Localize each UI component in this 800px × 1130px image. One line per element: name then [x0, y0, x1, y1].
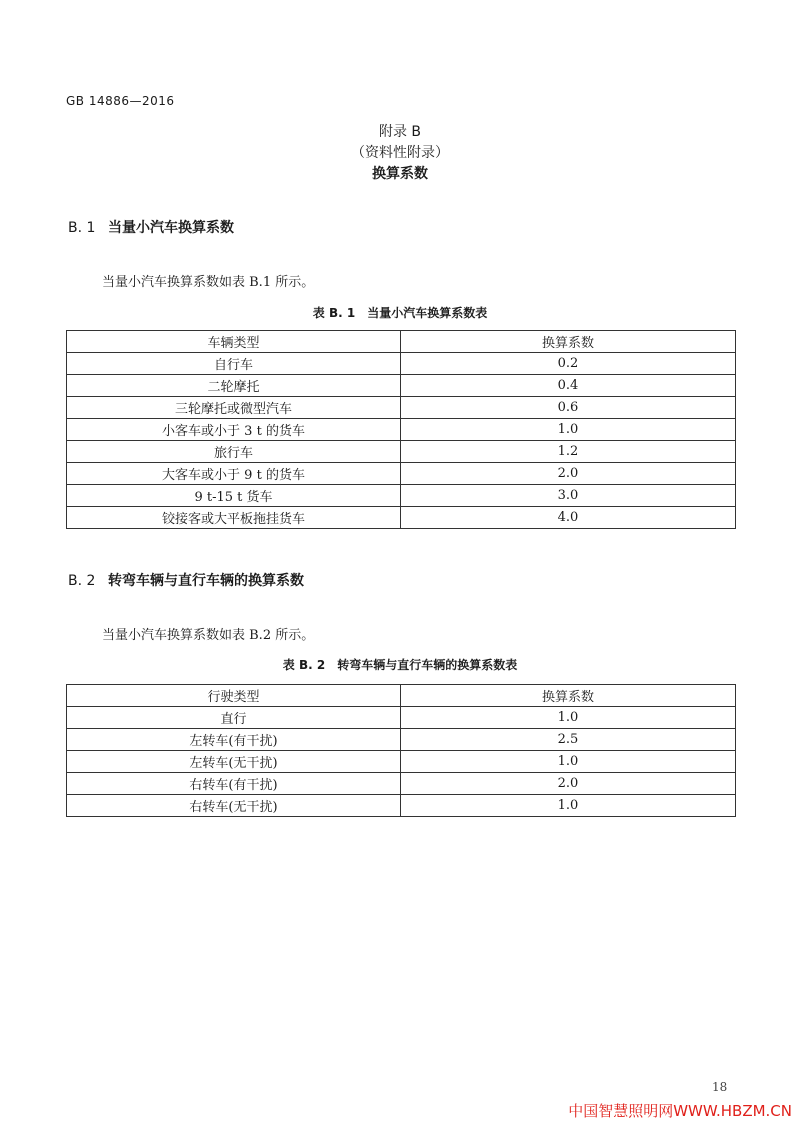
table-cell: 2.0: [401, 773, 736, 795]
page-number: 18: [712, 1080, 728, 1094]
table-cell: 1.0: [401, 419, 736, 441]
table-cell: 旅行车: [67, 441, 401, 463]
section-b2-heading: 转弯车辆与直行车辆的换算系数: [108, 573, 304, 589]
table-cell: 4.0: [401, 507, 736, 529]
table-row: [67, 463, 736, 485]
table-row: [67, 751, 736, 773]
table-header-cell: 行驶类型: [67, 685, 401, 707]
table-cell: 1.0: [401, 707, 736, 729]
table-row: [67, 353, 736, 375]
section-b2-number: B. 2: [68, 573, 96, 589]
table-header-cell: 车辆类型: [67, 331, 401, 353]
table-b2-caption: 表 B. 2 转弯车辆与直行车辆的换算系数表: [282, 658, 518, 672]
table-row: [67, 397, 736, 419]
appendix-label: 附录 B: [378, 124, 422, 140]
table-row: [67, 795, 736, 817]
table-row: [67, 375, 736, 397]
table-row: [67, 773, 736, 795]
table-cell: 1.0: [401, 751, 736, 773]
table-cell: 二轮摩托: [67, 375, 401, 397]
appendix-type: （资料性附录）: [351, 145, 449, 161]
table-b1-caption: 表 B. 1 当量小汽车换算系数表: [312, 306, 488, 320]
table-cell: 0.6: [401, 397, 736, 419]
table-cell: 1.2: [401, 441, 736, 463]
standard-code: GB 14886—2016: [66, 94, 175, 108]
table-cell: 1.0: [401, 795, 736, 817]
table-cell: 右转车(有干扰): [67, 773, 401, 795]
site-watermark: 中国智慧照明网WWW.HBZM.CN: [568, 1102, 792, 1120]
table-header-row: [67, 685, 736, 707]
section-b2-title: [68, 570, 304, 590]
table-cell: 3.0: [401, 485, 736, 507]
appendix-heading: [0, 122, 800, 185]
table-cell: 直行: [67, 707, 401, 729]
table-cell: 0.4: [401, 375, 736, 397]
table-cell: 2.5: [401, 729, 736, 751]
table-header-row: [67, 331, 736, 353]
table-b2: [66, 684, 736, 817]
table-cell: 三轮摩托或微型汽车: [67, 397, 401, 419]
table-cell: 右转车(无干扰): [67, 795, 401, 817]
section-b1-title: [68, 217, 234, 237]
section-b1-heading: 当量小汽车换算系数: [108, 220, 234, 236]
table-row: [67, 485, 736, 507]
table-header-cell: 换算系数: [401, 331, 736, 353]
table-cell: 大客车或小于 9 t 的货车: [67, 463, 401, 485]
table-cell: 0.2: [401, 353, 736, 375]
table-row: [67, 729, 736, 751]
table-cell: 左转车(有干扰): [67, 729, 401, 751]
table-cell: 铰接客或大平板拖挂货车: [67, 507, 401, 529]
table-b1: [66, 330, 736, 529]
table-cell: 2.0: [401, 463, 736, 485]
table-cell: 小客车或小于 3 t 的货车: [67, 419, 401, 441]
appendix-title: 换算系数: [372, 166, 428, 182]
table-row: [67, 707, 736, 729]
section-b1-number: B. 1: [68, 220, 96, 236]
table-header-cell: 换算系数: [401, 685, 736, 707]
table-cell: 自行车: [67, 353, 401, 375]
section-b1-paragraph: 当量小汽车换算系数如表 B.1 所示。: [102, 275, 315, 290]
table-cell: 左转车(无干扰): [67, 751, 401, 773]
table-row: [67, 419, 736, 441]
table-row: [67, 507, 736, 529]
section-b2-paragraph: 当量小汽车换算系数如表 B.2 所示。: [102, 628, 315, 643]
table-cell: 9 t-15 t 货车: [67, 485, 401, 507]
table-row: [67, 441, 736, 463]
